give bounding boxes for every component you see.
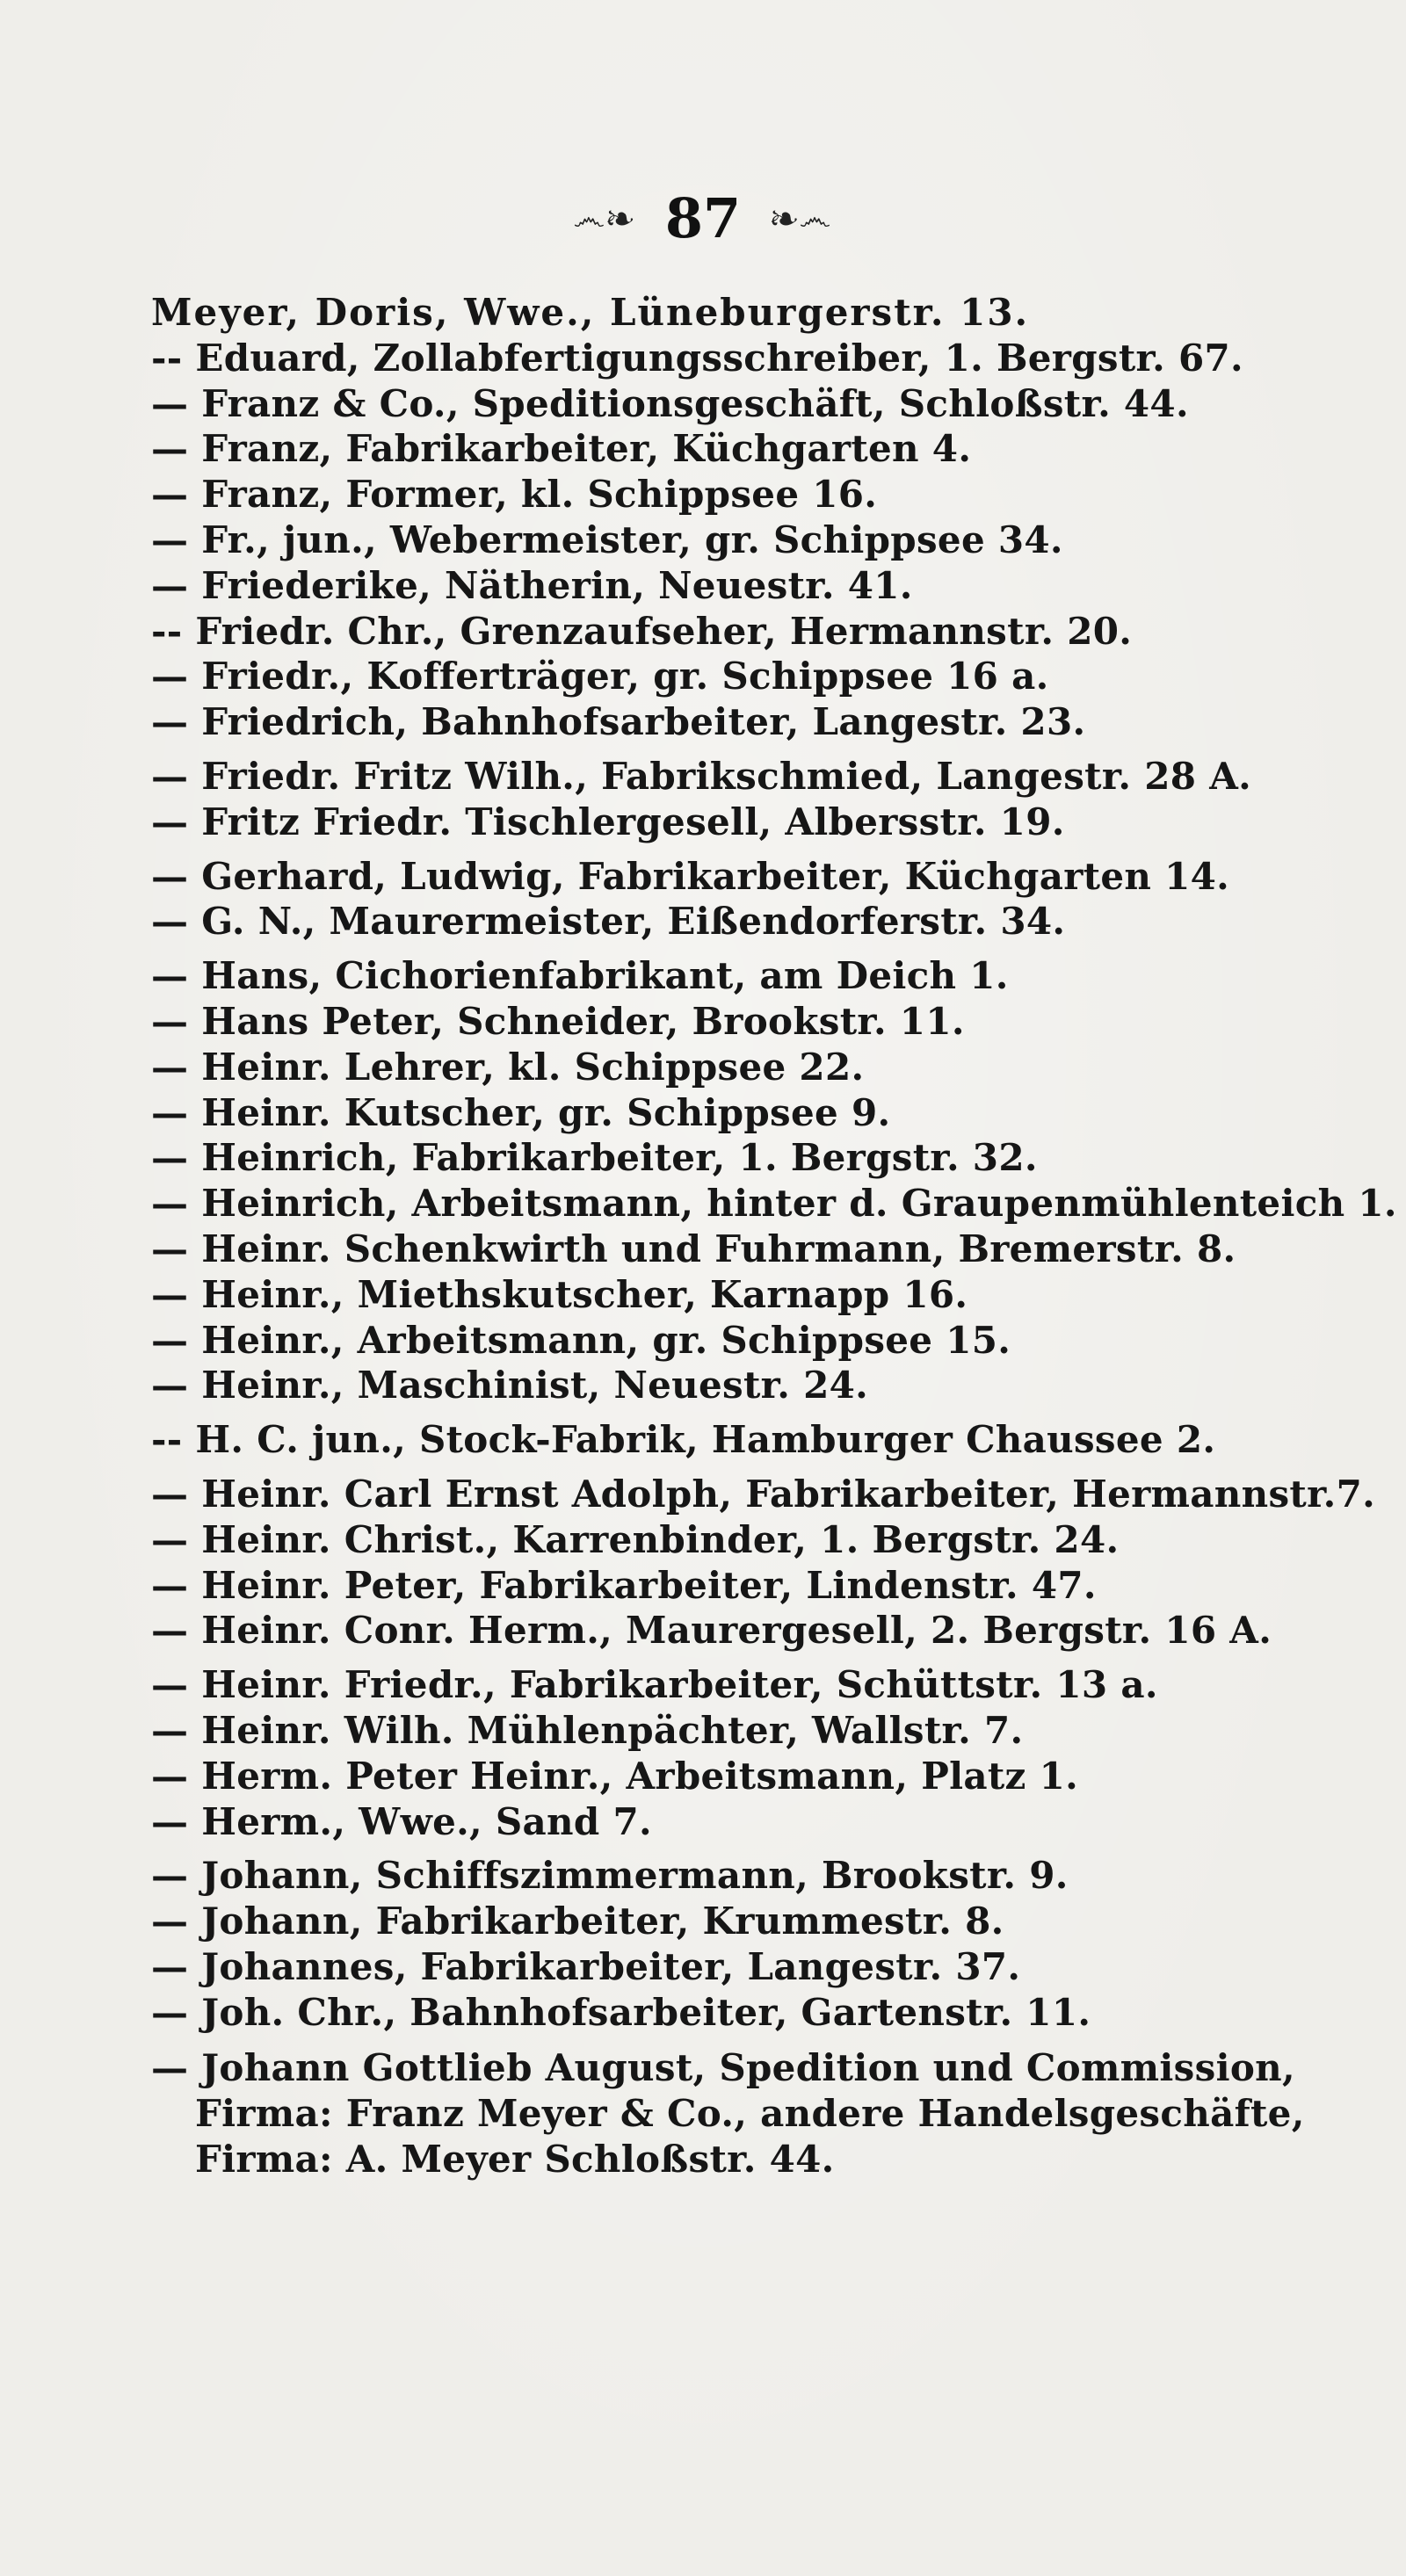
ornament-right: ❧෴ xyxy=(771,198,833,237)
entry: — Gerhard, Ludwig, Fabrikarbeiter, Küchgarten 14. xyxy=(151,854,1230,898)
entry: — Heinrich, Fabrikarbeiter, 1. Bergstr. 32. xyxy=(151,1136,1038,1180)
entry: — Heinr. Friedr., Fabrikarbeiter, Schüttstr. 13 a. xyxy=(151,1663,1158,1707)
entry: — Johann, Fabrikarbeiter, Krummestr. 8. xyxy=(151,1899,1004,1943)
entry: -- Eduard, Zollabfertigungsschreiber, 1. Bergstr. 67. xyxy=(151,336,1243,380)
entry: — Johannes, Fabrikarbeiter, Langestr. 37. xyxy=(151,1944,1021,1988)
directory-entries xyxy=(151,290,1397,2182)
entry: — Heinr. Carl Ernst Adolph, Fabrikarbeiter, Hermannstr.7. xyxy=(151,1472,1376,1516)
entry: — Joh. Chr., Bahnhofsarbeiter, Gartenstr. 11. xyxy=(151,1990,1091,2034)
ornament-left: ෴❧ xyxy=(573,198,635,237)
entry-continuation: Firma: A. Meyer Schloßstr. 44. xyxy=(195,2138,835,2182)
entry: — G. N., Maurermeister, Eißendorferstr. 34. xyxy=(151,900,1066,944)
entry: — Friederike, Nätherin, Neuestr. 41. xyxy=(151,563,913,607)
entry: — Heinr. Wilh. Mühlenpächter, Wallstr. 7. xyxy=(151,1708,1024,1752)
entry: — Heinr., Maschinist, Neuestr. 24. xyxy=(151,1364,869,1407)
entry: — Friedr. Fritz Wilh., Fabrikschmied, Langestr. 28 A. xyxy=(151,754,1252,798)
entry: — Franz, Former, kl. Schippsee 16. xyxy=(151,473,878,517)
entry: — Heinr., Arbeitsmann, gr. Schippsee 15. xyxy=(151,1318,1011,1362)
entry: — Heinr. Schenkwirth und Fuhrmann, Bremerstr. 8. xyxy=(151,1226,1236,1270)
entry: — Herm., Wwe., Sand 7. xyxy=(151,1799,652,1843)
entry: -- Friedr. Chr., Grenzaufseher, Hermannstr. 20. xyxy=(151,609,1133,653)
entry: — Friedrich, Bahnhofsarbeiter, Langestr. 23. xyxy=(151,700,1086,744)
entry: — Fritz Friedr. Tischlergesell, Albersstr. 19. xyxy=(151,800,1065,843)
entry: — Heinr. Christ., Karrenbinder, 1. Bergstr. 24. xyxy=(151,1517,1120,1561)
entry: — Johann, Schiffszimmermann, Brookstr. 9. xyxy=(151,1854,1069,1898)
entry: — Hans, Cichorienfabrikant, am Deich 1. xyxy=(151,954,1009,998)
entry: — Hans Peter, Schneider, Brookstr. 11. xyxy=(151,999,965,1043)
entry: — Heinr. Kutscher, gr. Schippsee 9. xyxy=(151,1090,891,1134)
entry: — Heinr. Conr. Herm., Maurergesell, 2. Bergstr. 16 A. xyxy=(151,1609,1272,1653)
entry: — Fr., jun., Webermeister, gr. Schippsee 34. xyxy=(151,517,1063,561)
entry: — Friedr., Kofferträger, gr. Schippsee 16 a. xyxy=(151,655,1049,698)
entry: — Heinr. Peter, Fabrikarbeiter, Lindenstr. 47. xyxy=(151,1563,1097,1607)
entry: — Heinr., Miethskutscher, Karnapp 16. xyxy=(151,1272,968,1316)
entry: — Herm. Peter Heinr., Arbeitsmann, Platz 1. xyxy=(151,1754,1079,1798)
entry: — Franz, Fabrikarbeiter, Küchgarten 4. xyxy=(151,427,972,471)
entry: — Johann Gottlieb August, Spedition und Commission, xyxy=(151,2046,1295,2090)
entry: -- H. C. jun., Stock-Fabrik, Hamburger Chaussee 2. xyxy=(151,1418,1216,1462)
entry: — Heinrich, Arbeitsmann, hinter d. Graupenmühlenteich 1. xyxy=(151,1182,1397,1226)
page-header xyxy=(0,183,1406,253)
page-number: 87 xyxy=(664,185,742,250)
entry: Meyer, Doris, Wwe., Lüneburgerstr. 13. xyxy=(151,291,1030,334)
entry: — Heinr. Lehrer, kl. Schippsee 22. xyxy=(151,1045,865,1089)
entry: — Franz & Co., Speditionsgeschäft, Schloßstr. 44. xyxy=(151,381,1189,425)
entry-continuation: Firma: Franz Meyer & Co., andere Handelsgeschäfte, xyxy=(195,2092,1305,2136)
